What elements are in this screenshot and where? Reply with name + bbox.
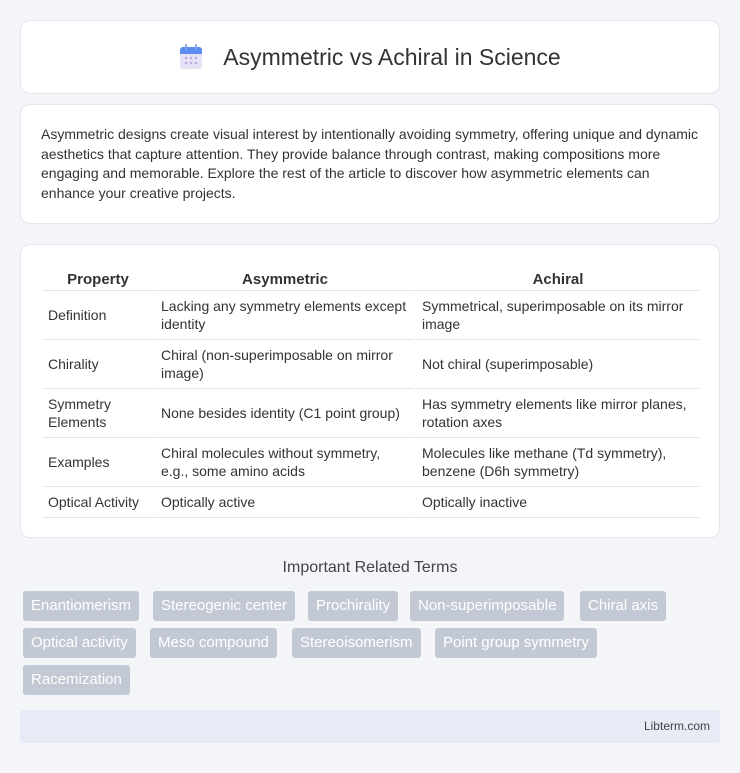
table-cell: Optically active [153, 487, 414, 518]
table-cell: Symmetrical, superimposable on its mirror image [414, 291, 699, 340]
related-term-tag[interactable]: Stereoisomerism [292, 628, 421, 658]
table-row [43, 438, 699, 487]
related-term-tag[interactable]: Racemization [23, 665, 130, 695]
footer [20, 710, 720, 743]
table-cell: Has symmetry elements like mirror planes, rotation axes [414, 389, 699, 438]
related-term-tag[interactable]: Chiral axis [580, 591, 666, 621]
related-term-tag[interactable]: Prochirality [308, 591, 398, 621]
comparison-table [43, 265, 699, 518]
related-term-tag[interactable]: Point group symmetry [435, 628, 597, 658]
table-header-row [43, 265, 699, 291]
table-row [43, 291, 699, 340]
column-header: Achiral [414, 265, 699, 291]
table-cell: Not chiral (superimposable) [414, 340, 699, 389]
intro-text: Asymmetric designs create visual interest by intentionally avoiding symmetry, offering unique and dynamic aesthetics that capture attention. They provide balance through contrast, making compositions more engaging and memorable. Explore the rest of the article to discover how asymmetric elements can enhance your creative projects. [41, 126, 699, 201]
table-cell: Lacking any symmetry elements except identity [153, 291, 414, 340]
table-cell: Symmetry Elements [43, 389, 153, 438]
column-header: Asymmetric [153, 265, 414, 291]
header-card [20, 20, 720, 94]
table-row [43, 340, 699, 389]
table-row [43, 389, 699, 438]
comparison-table-card [20, 244, 720, 538]
table-cell: Molecules like methane (Td symmetry), benzene (D6h symmetry) [414, 438, 699, 487]
page-title: Asymmetric vs Achiral in Science [223, 43, 561, 70]
calendar-icon [179, 44, 203, 70]
related-terms-title: Important Related Terms [282, 559, 458, 576]
column-header: Property [43, 265, 153, 291]
related-term-tag[interactable]: Enantiomerism [23, 591, 139, 621]
table-cell: Optical Activity [43, 487, 153, 518]
related-term-tag[interactable]: Optical activity [23, 628, 136, 658]
table-row [43, 487, 699, 518]
table-cell: Optically inactive [414, 487, 699, 518]
table-cell: None besides identity (C1 point group) [153, 389, 414, 438]
footer-link[interactable]: Libterm.com [643, 719, 710, 733]
table-cell: Chiral (non-superimposable on mirror image) [153, 340, 414, 389]
table-cell: Examples [43, 438, 153, 487]
related-term-tag[interactable]: Stereogenic center [153, 591, 295, 621]
related-term-tag[interactable]: Meso compound [150, 628, 277, 658]
table-cell: Chiral molecules without symmetry, e.g., some amino acids [153, 438, 414, 487]
intro-card [20, 104, 720, 224]
related-term-tag[interactable]: Non-superimposable [410, 591, 564, 621]
table-cell: Definition [43, 291, 153, 340]
table-cell: Chirality [43, 340, 153, 389]
